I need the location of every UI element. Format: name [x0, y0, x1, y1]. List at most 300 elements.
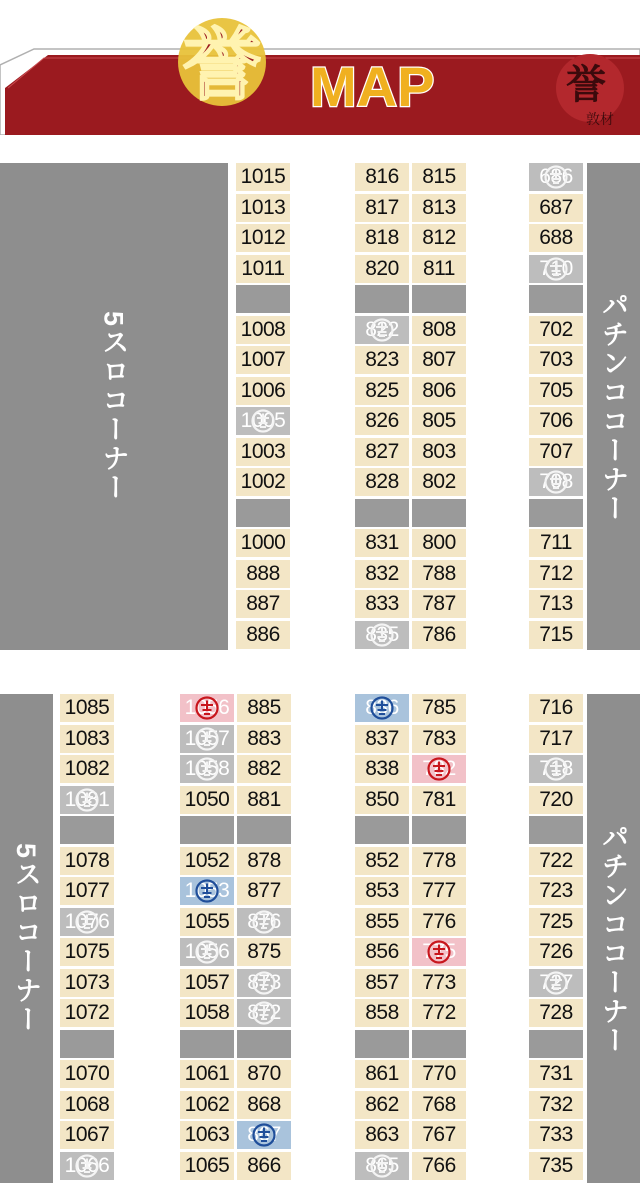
machine-882	[237, 755, 291, 783]
machine-1083	[60, 725, 114, 753]
machine-number: 820	[365, 257, 399, 280]
machine-837	[355, 725, 409, 753]
machine-1081	[60, 786, 114, 814]
machine-number: 873	[247, 971, 281, 994]
machine-727	[529, 969, 583, 997]
machine-773	[412, 969, 466, 997]
machine-number: 720	[539, 788, 573, 811]
machine-number: 1072	[64, 1001, 110, 1024]
machine-number: 832	[365, 562, 399, 585]
aisle-gap	[355, 499, 409, 527]
machine-number: 850	[365, 788, 399, 811]
machine-number: 1056	[184, 696, 230, 719]
machine-707	[529, 438, 583, 466]
aisle-gap	[529, 816, 583, 844]
machine-886	[236, 621, 290, 649]
header-banner	[0, 0, 640, 135]
machine-832	[355, 560, 409, 588]
machine-885	[237, 694, 291, 722]
machine-number: 1075	[64, 940, 110, 963]
reserved-mark-icon	[544, 757, 568, 781]
machine-number: 861	[365, 1062, 399, 1085]
machine-803	[412, 438, 466, 466]
machine-number: 766	[422, 1154, 456, 1177]
machine-number: 815	[422, 165, 456, 188]
aisle-gap	[237, 1030, 291, 1058]
machine-767	[412, 1121, 466, 1149]
machine-850	[355, 786, 409, 814]
machine-number: 1066	[64, 1154, 110, 1177]
machine-827	[355, 438, 409, 466]
machine-770	[412, 1060, 466, 1088]
machine-number: 805	[422, 409, 456, 432]
machine-778	[412, 847, 466, 875]
machine-number: 838	[365, 757, 399, 780]
machine-855	[355, 908, 409, 936]
machine-888	[236, 560, 290, 588]
machine-817	[355, 194, 409, 222]
machine-number: 777	[422, 879, 456, 902]
machine-802	[412, 468, 466, 496]
pachinko-corner-top-label: パチンココーナー	[598, 290, 628, 523]
machine-number: 1008	[240, 318, 286, 341]
machine-number: 855	[365, 910, 399, 933]
machine-number: 870	[247, 1062, 281, 1085]
machine-number: 807	[422, 348, 456, 371]
reserved-mark-icon	[252, 910, 276, 934]
machine-number: 872	[247, 1001, 281, 1024]
page-title: MAP	[310, 55, 435, 118]
machine-number: 875	[247, 940, 281, 963]
machine-775	[412, 938, 466, 966]
reserved-mark-icon	[195, 696, 219, 720]
machine-number: 706	[539, 409, 573, 432]
machine-688	[529, 224, 583, 252]
machine-number: 868	[247, 1093, 281, 1116]
machine-number: 786	[422, 623, 456, 646]
machine-number: 705	[539, 379, 573, 402]
aisle-gap	[60, 1030, 114, 1058]
machine-number: 881	[247, 788, 281, 811]
machine-number: 808	[422, 318, 456, 341]
machine-768	[412, 1091, 466, 1119]
aisle-gap	[529, 285, 583, 313]
machine-number: 825	[365, 379, 399, 402]
machine-number: 1002	[240, 470, 286, 493]
slot-corner-top-label: 5スロコーナー	[98, 310, 129, 503]
machine-number: 813	[422, 196, 456, 219]
machine-number: 718	[539, 757, 573, 780]
machine-783	[412, 725, 466, 753]
machine-number: 711	[540, 531, 572, 554]
machine-1050	[180, 786, 234, 814]
machine-number: 1085	[64, 696, 110, 719]
machine-866	[237, 1152, 291, 1180]
machine-number: 862	[365, 1093, 399, 1116]
machine-787	[412, 590, 466, 618]
reserved-mark-icon	[370, 318, 394, 342]
machine-876	[237, 908, 291, 936]
machine-858	[355, 999, 409, 1027]
machine-number: 1065	[184, 1154, 230, 1177]
machine-865	[355, 1152, 409, 1180]
machine-number: 776	[422, 910, 456, 933]
aisle-gap	[236, 285, 290, 313]
machine-number: 878	[247, 849, 281, 872]
machine-852	[355, 847, 409, 875]
machine-number: 857	[365, 971, 399, 994]
machine-731	[529, 1060, 583, 1088]
machine-number: 1082	[64, 757, 110, 780]
machine-number: 1006	[240, 379, 286, 402]
machine-number: 1050	[184, 788, 230, 811]
machine-1066	[60, 1152, 114, 1180]
machine-1003	[236, 438, 290, 466]
machine-number: 853	[365, 879, 399, 902]
machine-702	[529, 316, 583, 344]
machine-733	[529, 1121, 583, 1149]
machine-number: 687	[539, 196, 573, 219]
machine-number: 863	[365, 1123, 399, 1146]
machine-number: 702	[539, 318, 573, 341]
machine-1056	[180, 938, 234, 966]
machine-808	[412, 316, 466, 344]
aisle-gap	[355, 1030, 409, 1058]
machine-862	[355, 1091, 409, 1119]
machine-1070	[60, 1060, 114, 1088]
machine-732	[529, 1091, 583, 1119]
machine-number: 1057	[184, 727, 230, 750]
machine-867	[237, 1121, 291, 1149]
machine-1057	[180, 725, 234, 753]
machine-1076	[60, 908, 114, 936]
aisle-gap	[355, 285, 409, 313]
machine-number: 772	[422, 1001, 456, 1024]
machine-number: 1058	[184, 757, 230, 780]
machine-1015	[236, 163, 290, 191]
machine-833	[355, 590, 409, 618]
machine-805	[412, 407, 466, 435]
machine-718	[529, 755, 583, 783]
machine-number: 722	[539, 849, 573, 872]
reserved-mark-icon	[252, 1123, 276, 1147]
machine-number: 707	[539, 440, 573, 463]
machine-number: 800	[422, 531, 456, 554]
machine-1006	[236, 377, 290, 405]
machine-1073	[60, 969, 114, 997]
machine-number: 1011	[241, 257, 285, 280]
machine-726	[529, 938, 583, 966]
machine-number: 1005	[240, 409, 286, 432]
machine-1007	[236, 346, 290, 374]
machine-number: 833	[365, 592, 399, 615]
machine-887	[236, 590, 290, 618]
machine-878	[237, 847, 291, 875]
reserved-mark-icon	[370, 1154, 394, 1178]
machine-1075	[60, 938, 114, 966]
machine-number: 723	[539, 879, 573, 902]
machine-1062	[180, 1091, 234, 1119]
machine-number: 827	[365, 440, 399, 463]
machine-856	[355, 938, 409, 966]
machine-number: 767	[422, 1123, 456, 1146]
machine-836	[355, 694, 409, 722]
machine-number: 1078	[64, 849, 110, 872]
emblem-logo	[178, 18, 266, 111]
slot-corner-bottom	[0, 694, 53, 1183]
machine-number: 710	[539, 257, 573, 280]
machine-708	[529, 468, 583, 496]
machine-number: 883	[247, 727, 281, 750]
machine-1055	[180, 908, 234, 936]
machine-857	[355, 969, 409, 997]
machine-706	[529, 407, 583, 435]
machine-number: 1067	[64, 1123, 110, 1146]
machine-717	[529, 725, 583, 753]
machine-number: 818	[365, 226, 399, 249]
machine-number: 1081	[64, 788, 110, 811]
machine-number: 1061	[184, 1062, 230, 1085]
machine-number: 1068	[64, 1093, 110, 1116]
machine-813	[412, 194, 466, 222]
machine-number: 768	[422, 1093, 456, 1116]
machine-number: 1055	[184, 910, 230, 933]
aisle-gap	[236, 499, 290, 527]
machine-number: 1063	[184, 1123, 230, 1146]
machine-703	[529, 346, 583, 374]
machine-883	[237, 725, 291, 753]
machine-875	[237, 938, 291, 966]
aisle-gap	[237, 816, 291, 844]
machine-number: 1057	[184, 971, 230, 994]
machine-number: 1077	[64, 879, 110, 902]
pachinko-corner-bottom-label: パチンココーナー	[598, 822, 628, 1055]
machine-1053	[180, 877, 234, 905]
machine-831	[355, 529, 409, 557]
reserved-mark-icon	[544, 971, 568, 995]
machine-number: 867	[247, 1123, 281, 1146]
machine-number: 858	[365, 1001, 399, 1024]
reserved-mark-icon	[427, 940, 451, 964]
machine-number: 835	[365, 623, 399, 646]
machine-818	[355, 224, 409, 252]
machine-687	[529, 194, 583, 222]
pachinko-corner-top	[587, 163, 640, 650]
machine-826	[355, 407, 409, 435]
brand-subtext: 敦材	[586, 112, 614, 128]
machine-720	[529, 786, 583, 814]
machine-722	[529, 847, 583, 875]
machine-1052	[180, 847, 234, 875]
machine-number: 773	[422, 971, 456, 994]
aisle-gap	[412, 1030, 466, 1058]
machine-781	[412, 786, 466, 814]
aisle-gap	[412, 285, 466, 313]
machine-number: 686	[539, 165, 573, 188]
reserved-mark-icon	[427, 757, 451, 781]
machine-816	[355, 163, 409, 191]
machine-number: 823	[365, 348, 399, 371]
machine-number: 783	[422, 727, 456, 750]
pachinko-corner-bottom	[587, 694, 640, 1183]
reserved-mark-icon	[544, 257, 568, 281]
machine-1067	[60, 1121, 114, 1149]
machine-number: 1052	[184, 849, 230, 872]
machine-number: 803	[422, 440, 456, 463]
machine-number: 715	[539, 623, 573, 646]
machine-1085	[60, 694, 114, 722]
machine-number: 816	[365, 165, 399, 188]
aisle-gap	[180, 1030, 234, 1058]
machine-number: 775	[422, 940, 456, 963]
reserved-mark-icon	[252, 1001, 276, 1025]
machine-777	[412, 877, 466, 905]
machine-710	[529, 255, 583, 283]
machine-881	[237, 786, 291, 814]
machine-number: 717	[539, 727, 573, 750]
machine-number: 866	[247, 1154, 281, 1177]
machine-number: 811	[423, 257, 455, 280]
machine-number: 852	[365, 849, 399, 872]
machine-number: 806	[422, 379, 456, 402]
machine-number: 732	[539, 1093, 573, 1116]
machine-772	[412, 999, 466, 1027]
machine-712	[529, 560, 583, 588]
machine-870	[237, 1060, 291, 1088]
machine-1012	[236, 224, 290, 252]
reserved-mark-icon	[370, 696, 394, 720]
machine-686	[529, 163, 583, 191]
machine-number: 877	[247, 879, 281, 902]
machine-number: 837	[365, 727, 399, 750]
machine-877	[237, 877, 291, 905]
machine-812	[412, 224, 466, 252]
machine-number: 1056	[184, 940, 230, 963]
machine-1058	[180, 755, 234, 783]
reserved-mark-icon	[75, 910, 99, 934]
machine-number: 1053	[184, 879, 230, 902]
machine-number: 882	[247, 757, 281, 780]
machine-1002	[236, 468, 290, 496]
machine-number: 728	[539, 1001, 573, 1024]
aisle-gap	[412, 816, 466, 844]
machine-782	[412, 755, 466, 783]
machine-number: 1003	[240, 440, 286, 463]
machine-1005	[236, 407, 290, 435]
machine-1057	[180, 969, 234, 997]
slot-corner-bottom-label: 5スロコーナー	[11, 842, 41, 1035]
machine-number: 836	[365, 696, 399, 719]
machine-number: 826	[365, 409, 399, 432]
machine-number: 1058	[184, 1001, 230, 1024]
machine-number: 1073	[64, 971, 110, 994]
machine-807	[412, 346, 466, 374]
reserved-mark-icon	[195, 757, 219, 781]
machine-number: 1007	[240, 348, 286, 371]
machine-number: 886	[246, 623, 280, 646]
machine-number: 856	[365, 940, 399, 963]
machine-number: 785	[422, 696, 456, 719]
machine-number: 831	[365, 531, 399, 554]
reserved-mark-icon	[75, 1154, 99, 1178]
machine-number: 778	[422, 849, 456, 872]
machine-number: 1076	[64, 910, 110, 933]
machine-725	[529, 908, 583, 936]
machine-863	[355, 1121, 409, 1149]
machine-number: 1015	[240, 165, 286, 188]
machine-815	[412, 163, 466, 191]
machine-number: 727	[539, 971, 573, 994]
reserved-mark-icon	[251, 409, 275, 433]
reserved-mark-icon	[195, 727, 219, 751]
machine-1082	[60, 755, 114, 783]
machine-868	[237, 1091, 291, 1119]
machine-number: 735	[539, 1154, 573, 1177]
machine-1068	[60, 1091, 114, 1119]
machine-822	[355, 316, 409, 344]
machine-number: 716	[539, 696, 573, 719]
aisle-gap	[529, 1030, 583, 1058]
machine-711	[529, 529, 583, 557]
machine-number: 708	[539, 470, 573, 493]
machine-number: 817	[365, 196, 399, 219]
machine-1077	[60, 877, 114, 905]
machine-1000	[236, 529, 290, 557]
machine-785	[412, 694, 466, 722]
machine-788	[412, 560, 466, 588]
machine-number: 1013	[240, 196, 286, 219]
machine-number: 865	[365, 1154, 399, 1177]
machine-713	[529, 590, 583, 618]
machine-1078	[60, 847, 114, 875]
machine-number: 812	[422, 226, 456, 249]
machine-800	[412, 529, 466, 557]
machine-705	[529, 377, 583, 405]
machine-1013	[236, 194, 290, 222]
machine-number: 1000	[240, 531, 286, 554]
reserved-mark-icon	[75, 788, 99, 812]
slot-corner-top	[0, 163, 228, 650]
machine-1065	[180, 1152, 234, 1180]
machine-1063	[180, 1121, 234, 1149]
machine-1011	[236, 255, 290, 283]
machine-number: 726	[539, 940, 573, 963]
machine-number: 802	[422, 470, 456, 493]
machine-806	[412, 377, 466, 405]
machine-820	[355, 255, 409, 283]
machine-number: 1083	[64, 727, 110, 750]
machine-number: 887	[246, 592, 280, 615]
machine-723	[529, 877, 583, 905]
machine-1061	[180, 1060, 234, 1088]
emblem-glyph: 誉	[182, 20, 262, 111]
machine-716	[529, 694, 583, 722]
machine-853	[355, 877, 409, 905]
reserved-mark-icon	[544, 470, 568, 494]
machine-number: 876	[247, 910, 281, 933]
machine-835	[355, 621, 409, 649]
machine-766	[412, 1152, 466, 1180]
machine-1072	[60, 999, 114, 1027]
reserved-mark-icon	[195, 940, 219, 964]
machine-number: 888	[246, 562, 280, 585]
machine-735	[529, 1152, 583, 1180]
reserved-mark-icon	[370, 623, 394, 647]
machine-number: 712	[539, 562, 573, 585]
machine-823	[355, 346, 409, 374]
machine-number: 782	[422, 757, 456, 780]
aisle-gap	[355, 816, 409, 844]
